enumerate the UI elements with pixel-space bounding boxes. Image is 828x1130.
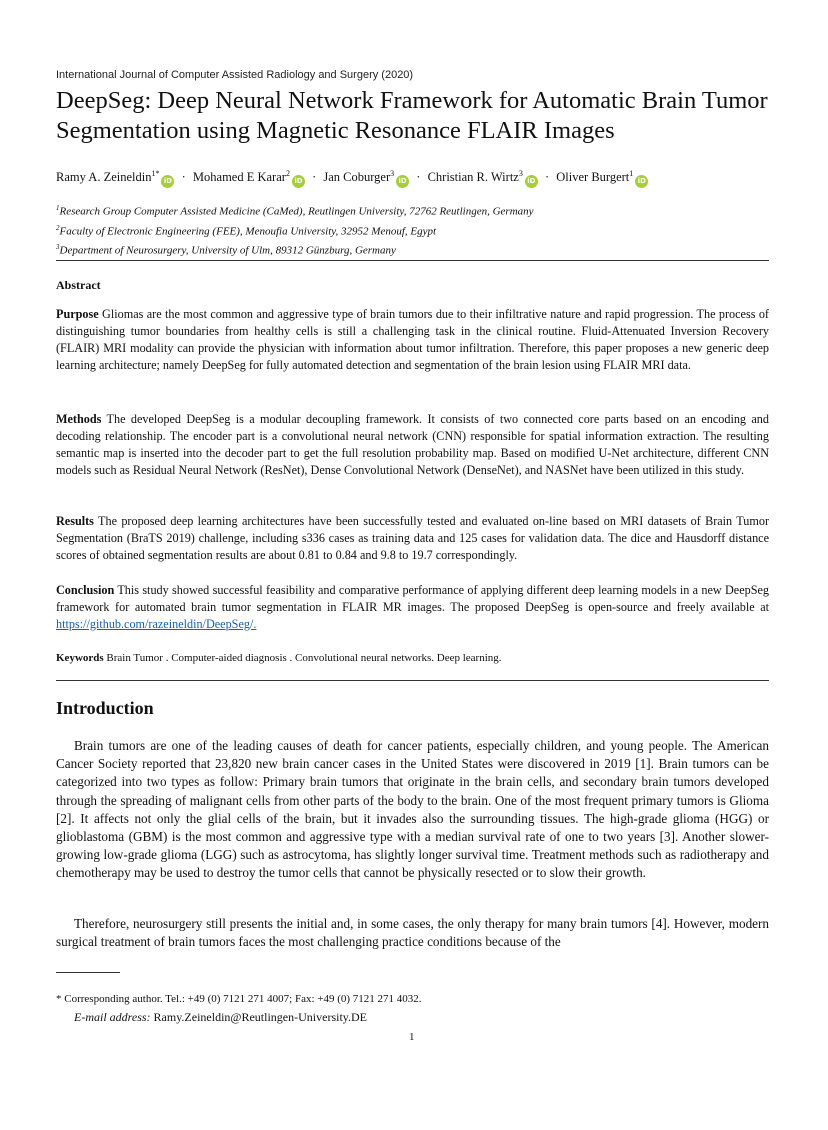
- author-name: Oliver Burgert: [556, 170, 630, 185]
- footnote-email: [74, 1010, 367, 1025]
- abstract-purpose: [56, 306, 769, 374]
- author-name: Ramy A. Zeineldin: [56, 170, 152, 185]
- abstract-conclusion: [56, 582, 769, 633]
- affiliation-marker: 3: [56, 243, 60, 252]
- author-separator: ·: [416, 170, 421, 185]
- methods-text: The developed DeepSeg is a modular decoupling framework. It consists of two connected core parts based on an encoding and decoding relationship. The encoder part is a convolutional neural network (CNN) responsible for spatial information extraction. The resulting semantic map is inserted into the decoder part to get the full resolution probability map. Based on modified U-Net architecture, different CNN models such as Residual Neural Network (ResNet), Dense Convolutional Network (DenseNet), and NASNet have been utilized in this study.: [56, 412, 769, 477]
- author-separator: ·: [544, 170, 550, 185]
- section-divider: [56, 260, 769, 261]
- author-affiliation-marker: 3: [518, 169, 523, 178]
- journal-header: International Journal of Computer Assisted Radiology and Surgery (2020): [56, 69, 414, 81]
- affiliation: [56, 220, 534, 240]
- conclusion-text: This study showed successful feasibility and comparative performance of applying different deep learning models in a new DeepSeg framework for automated brain tumor segmentation in FLAIR MR images. The proposed DeepSeg is open-source and freely available at: [56, 583, 769, 614]
- orcid-icon[interactable]: iD: [396, 175, 409, 188]
- results-text: The proposed deep learning architectures have been successfully tested and evaluated on-line based on MRI datasets of Brain Tumor Segmentation (BraTS 2019) challenge, including s336 cases as training data and 125 cases for validation data. The dice and Hausdorff distance scores of obtained segmentation results are about 0.81 to 0.84 and 9.8 to 19.7 correspondingly.: [56, 514, 769, 562]
- affiliation-text: Research Group Computer Assisted Medicine (CaMed), Reutlingen University, 72762 Reutlingen, Germany: [59, 205, 534, 218]
- paper-title: DeepSeg: Deep Neural Network Framework for Automatic Brain Tumor Segmentation using Magnetic Resonance FLAIR Images: [56, 87, 768, 144]
- conclusion-label: Conclusion: [56, 583, 115, 597]
- email-address[interactable]: Ramy.Zeineldin@Reutlingen-University.DE: [153, 1010, 367, 1024]
- author-affiliation-marker: 1*: [151, 169, 160, 178]
- email-label: E-mail address:: [74, 1010, 151, 1024]
- affiliation-text: Department of Neurosurgery, University of Ulm, 89312 Günzburg, Germany: [59, 244, 396, 257]
- author-name: Christian R. Wirtz: [427, 170, 519, 185]
- author-name: Mohamed E Karar: [192, 170, 286, 185]
- keywords-text: Brain Tumor . Computer-aided diagnosis . Convolutional neural networks. Deep learning.: [106, 652, 502, 664]
- footnote-contact-text: Corresponding author. Tel.: +49 (0) 7121 271 4007; Fax: +49 (0) 7121 271 4032.: [64, 993, 422, 1005]
- affiliation-marker: 2: [56, 223, 60, 232]
- orcid-icon[interactable]: iD: [635, 175, 648, 188]
- keywords: [56, 652, 502, 664]
- section-divider: [56, 680, 769, 681]
- keywords-label: Keywords: [56, 652, 104, 664]
- author-name: Jan Coburger: [323, 170, 391, 185]
- affiliation: [56, 200, 534, 220]
- author-separator: ·: [181, 170, 186, 185]
- author-list: [56, 169, 648, 188]
- footnote-marker: *: [56, 993, 62, 1005]
- affiliation-list: [56, 200, 534, 259]
- purpose-text: Gliomas are the most common and aggressive type of brain tumors due to their infiltrative nature and rapid progression. The process of distinguishing tumor boundaries from healthy cells is still a challenging task in the clinical routine. Fluid-Attenuated Inversion Recovery (FLAIR) MRI modality can provide the physician with information about tumor infiltration. Therefore, this paper proposes a new generic deep learning architecture; namely DeepSeg for fully automated detection and segmentation of the brain lesion using FLAIR MRI data.: [56, 307, 769, 372]
- orcid-icon[interactable]: iD: [292, 175, 305, 188]
- introduction-paragraph: Brain tumors are one of the leading causes of death for cancer patients, especially children, and young people. The American Cancer Society reported that 23,820 new brain cancer cases in the United States were discovered in 2019 [1]. Brain tumors can be categorized into two types as follow: Primary brain tumors that originate in the brain cells, and secondary brain tumors developed through the spreading of malignant cells from other parts of the body to the brain. One of the most frequent primary tumors is Glioma [2]. It affects not only the glial cells of the brain, but it invades also the surrounding tissues. The high-grade glioma (HGG) or glioblastoma (GBM) is the most common and aggressive type with a median survival rate of one to two years [3]. Another slower-growing low-grade glioma (LGG) such as astrocytoma, has slightly longer survival time. Treatment methods such as radiotherapy and chemotherapy may be used to destroy the tumor cells that cannot be physically resected or to slow their growth.: [56, 738, 769, 881]
- affiliation: [56, 239, 534, 259]
- footnote-contact: [56, 993, 422, 1005]
- orcid-icon[interactable]: iD: [161, 175, 174, 188]
- author-affiliation-marker: 2: [285, 169, 290, 178]
- github-link[interactable]: https://github.com/razeineldin/DeepSeg/.: [56, 616, 257, 631]
- author-affiliation-marker: 1: [629, 169, 634, 178]
- purpose-label: Purpose: [56, 307, 99, 321]
- footnote-divider: [56, 972, 120, 973]
- page-number: 1: [409, 1031, 415, 1043]
- orcid-icon[interactable]: iD: [525, 175, 538, 188]
- author-separator: ·: [312, 170, 317, 185]
- abstract-methods: [56, 411, 769, 479]
- introduction-heading: Introduction: [56, 698, 154, 718]
- introduction-paragraph: Therefore, neurosurgery still presents the initial and, in some cases, the only therapy for many brain tumors [4]. However, modern surgical treatment of brain tumors faces the most challenging practice conditions because of the: [56, 916, 769, 950]
- abstract-results: [56, 513, 769, 564]
- affiliation-marker: 1: [56, 204, 60, 212]
- results-label: Results: [56, 514, 94, 528]
- methods-label: Methods: [56, 412, 102, 426]
- affiliation-text: Faculty of Electronic Engineering (FEE), Menoufia University, 32952 Menouf, Egypt: [59, 225, 437, 238]
- author-affiliation-marker: 3: [390, 169, 395, 178]
- abstract-heading: Abstract: [56, 278, 101, 292]
